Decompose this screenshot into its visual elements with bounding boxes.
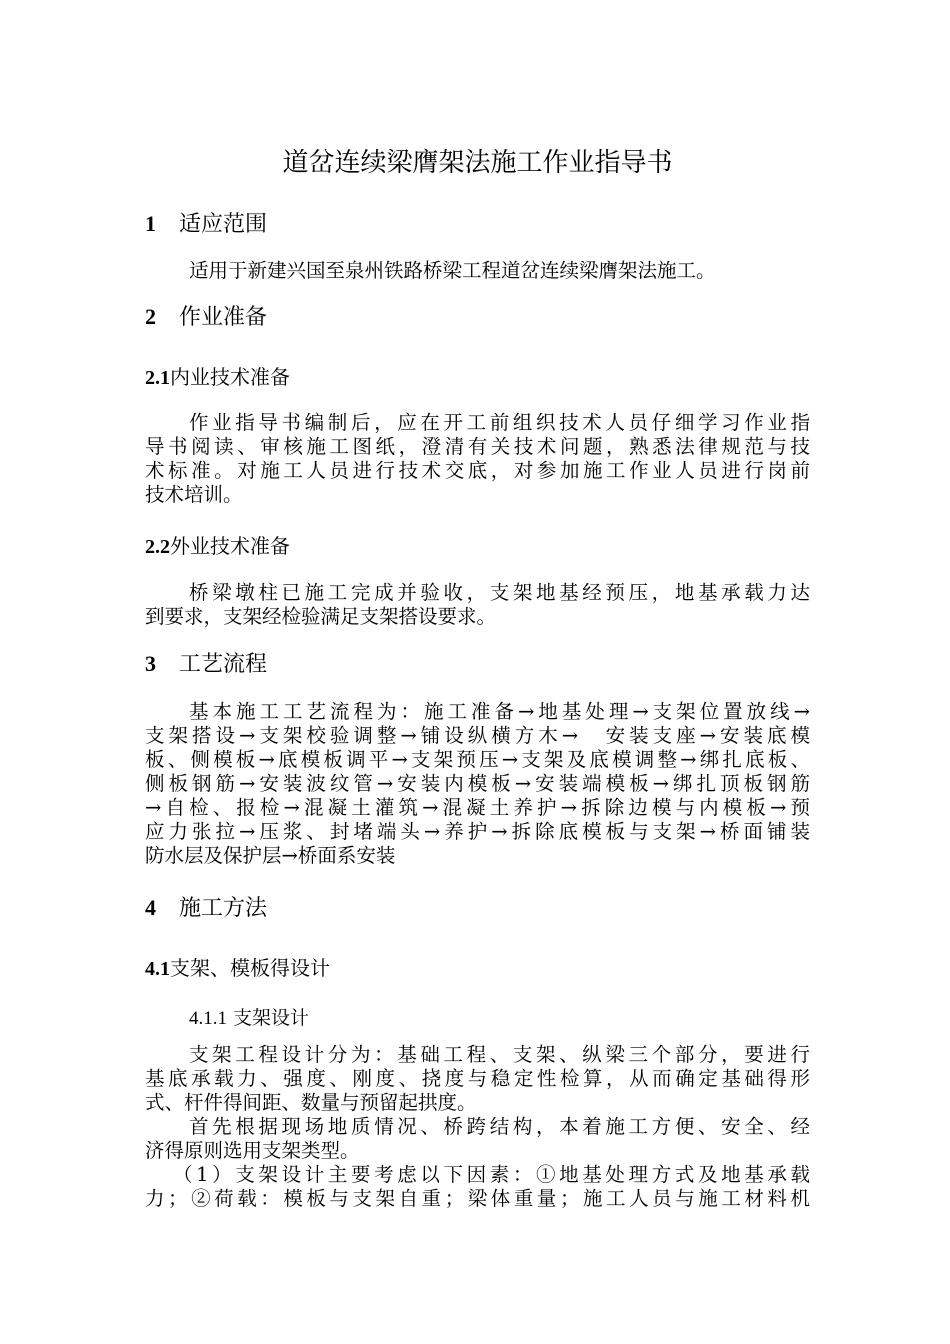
text-line: 技术培训。 <box>145 483 243 506</box>
text-line: 术标准。对施工人员进行技术交底，对参加施工作业人员进行岗前 <box>145 459 810 482</box>
section-4-1-1-paragraph-3 <box>145 1163 810 1211</box>
section-1-paragraph <box>145 259 810 283</box>
section-4-heading <box>145 894 267 923</box>
text-line: 到要求，支架经检验满足支架搭设要求。 <box>145 605 497 628</box>
text-line: 济得原则选用支架类型。 <box>145 1139 360 1162</box>
text-line: 防水层及保护层→桥面系安装 <box>145 844 396 867</box>
section-4-1-1-paragraph-1 <box>145 1043 810 1115</box>
text-line: →自检、报检→混凝土灌筑→混凝土养护→拆除边模与内模板→预 <box>145 796 810 819</box>
section-number: 3 <box>145 651 156 676</box>
section-number: 2.1 <box>145 367 170 389</box>
section-3-heading <box>145 650 267 679</box>
section-2-2-heading <box>145 533 290 560</box>
section-number: 4.1 <box>145 958 170 980</box>
section-1-heading <box>145 210 267 239</box>
text-line: 支架搭设→支架校验调整→铺设纵横方木→ 安装支座→安装底模 <box>145 724 810 747</box>
section-4-1-heading <box>145 955 330 982</box>
section-number: 2 <box>145 304 156 329</box>
section-number: 1 <box>145 211 156 236</box>
section-title: 内业技术准备 <box>170 365 290 389</box>
section-4-1-1-heading <box>189 1006 309 1031</box>
text-line: 导书阅读、审核施工图纸，澄清有关技术问题，熟悉法律规范与技 <box>145 435 810 458</box>
text-line: 首先根据现场地质情况、桥跨结构，本着施工方便、安全、经 <box>189 1115 810 1138</box>
document-title: 道岔连续梁膺架法施工作业指导书 <box>282 148 673 178</box>
text-line: 式、杆件得间距、数量与预留起拱度。 <box>145 1091 477 1114</box>
text-line: 桥梁墩柱已施工完成并验收，支架地基经预压，地基承载力达 <box>189 581 810 604</box>
section-title: 作业准备 <box>179 305 268 330</box>
section-title: 适应范围 <box>179 212 268 237</box>
section-number: 4.1.1 <box>189 1008 227 1029</box>
section-2-heading <box>145 303 267 332</box>
text-line: 适用于新建兴国至泉州铁路桥梁工程道岔连续梁膺架法施工。 <box>189 259 716 282</box>
text-line: 支架工程设计分为：基础工程、支架、纵梁三个部分，要进行 <box>189 1043 810 1066</box>
section-number: 4 <box>145 895 156 920</box>
section-title: 支架、模板得设计 <box>170 956 330 980</box>
section-title: 工艺流程 <box>179 652 268 677</box>
section-3-paragraph <box>145 700 810 868</box>
section-2-1-heading <box>145 364 290 391</box>
section-4-1-1-paragraph-2 <box>145 1115 810 1163</box>
section-2-2-paragraph <box>145 581 810 629</box>
text-line: （1）支架设计主要考虑以下因素：①地基处理方式及地基承载 <box>173 1163 810 1186</box>
section-title: 外业技术准备 <box>170 534 290 558</box>
section-title: 施工方法 <box>179 896 268 921</box>
section-title: 支架设计 <box>233 1007 310 1029</box>
section-number: 2.2 <box>145 536 170 558</box>
text-line: 基底承载力、强度、刚度、挠度与稳定性检算，从而确定基础得形 <box>145 1067 810 1090</box>
text-line: 应力张拉→压浆、封堵端头→养护→拆除底模板与支架→桥面铺装 <box>145 820 810 843</box>
text-line: 作业指导书编制后，应在开工前组织技术人员仔细学习作业指 <box>189 411 810 434</box>
text-line: 板、侧模板→底模板调平→支架预压→支架及底模调整→绑扎底板、 <box>145 748 810 771</box>
text-line: 力；②荷载：模板与支架自重；梁体重量；施工人员与施工材料机 <box>145 1187 810 1210</box>
section-2-1-paragraph <box>145 411 810 507</box>
text-line: 侧板钢筋→安装波纹管→安装内模板→安装端模板→绑扎顶板钢筋 <box>145 772 810 795</box>
text-line: 基本施工工艺流程为：施工准备→地基处理→支架位置放线→ <box>189 700 810 723</box>
